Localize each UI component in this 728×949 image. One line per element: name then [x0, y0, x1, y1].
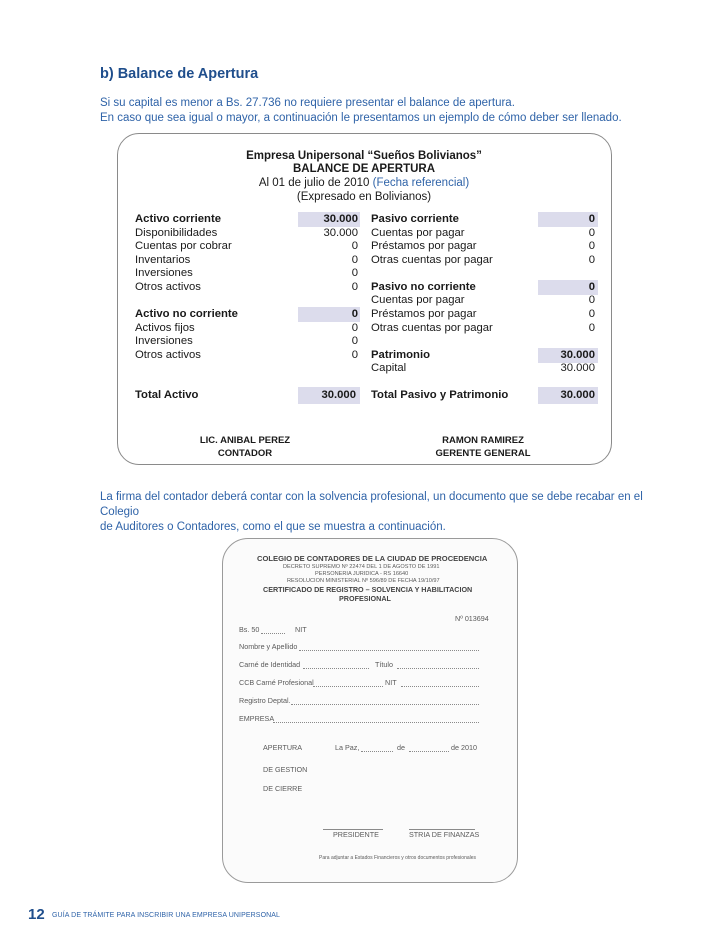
- cert-apertura: APERTURA: [263, 743, 303, 752]
- signature-name: LIC. ANIBAL PEREZ: [199, 435, 291, 446]
- right-value: 0: [588, 240, 595, 252]
- right-label: Cuentas por pagar: [371, 294, 465, 306]
- intro-line-2: En caso que sea igual o mayor, a continuación le presentamos un ejemplo de cómo deber ser llenado.: [100, 112, 622, 124]
- section-heading: b) Balance de Apertura: [100, 66, 259, 82]
- signature-role: GERENTE GENERAL: [435, 448, 531, 459]
- cert-nombre: Nombre y Apellido: [239, 642, 298, 651]
- right-value: 0: [588, 227, 595, 239]
- total-activo-label: Total Activo: [135, 389, 199, 401]
- left-value: 30.000: [323, 213, 358, 225]
- left-label: Inversiones: [135, 335, 193, 347]
- cert-nit: NIT: [385, 678, 397, 687]
- cert-cierre: DE CIERRE: [263, 784, 303, 793]
- page-number: 12: [28, 906, 45, 923]
- cert-titulo: Título: [375, 660, 393, 669]
- cert-resolucion: RESOLUCION MINISTERIAL Nº 596/89 DE FECHA 19/10/97: [287, 578, 440, 584]
- company-name: Empresa Unipersonal “Sueños Bolivianos”: [246, 150, 482, 162]
- right-value: 0: [588, 281, 595, 293]
- cert-gestion: DE GESTION: [263, 765, 308, 774]
- right-label: Otras cuentas por pagar: [371, 322, 493, 334]
- signature-name: RAMON RAMIREZ: [442, 435, 524, 446]
- cert-lapaz: La Paz,: [335, 743, 360, 752]
- balance-currency: (Expresado en Bolivianos): [296, 191, 432, 203]
- total-activo-value: 30.000: [321, 389, 356, 401]
- cert-de: de: [397, 743, 405, 752]
- cert-presidente: PRESIDENTE: [333, 830, 379, 839]
- right-value: 0: [588, 213, 595, 225]
- right-value: 0: [588, 308, 595, 320]
- intro-text: [100, 96, 622, 126]
- para-line-2: de Auditores o Contadores, como el que se muestra a continuación.: [100, 521, 446, 533]
- cert-footnote: Para adjuntar a Estados Financieros y otros documentos profesionales: [319, 855, 477, 861]
- right-label: Pasivo corriente: [371, 213, 459, 225]
- right-value: 0: [588, 294, 595, 306]
- cert-line: [273, 722, 479, 723]
- right-label: Otras cuentas por pagar: [371, 254, 493, 266]
- cert-title-2: PROFESIONAL: [339, 594, 391, 603]
- left-value: 30.000: [323, 227, 358, 239]
- cert-line: [401, 686, 479, 687]
- left-label: Activo corriente: [135, 213, 222, 225]
- signature-role: CONTADOR: [217, 448, 273, 459]
- left-label: Inversiones: [135, 267, 193, 279]
- footer-text: GUÍA DE TRÁMITE PARA INSCRIBIR UNA EMPRESA UNIPERSONAL: [52, 912, 281, 919]
- right-label: Préstamos por pagar: [371, 240, 477, 252]
- left-label: Activos fijos: [135, 322, 195, 334]
- left-label: Inventarios: [135, 254, 191, 266]
- signature-gerente: [383, 434, 583, 460]
- right-label: Capital: [371, 362, 407, 374]
- left-value: 0: [351, 322, 358, 334]
- left-value: 0: [351, 281, 358, 293]
- total-pasivo-value: 30.000: [560, 389, 595, 401]
- para-line-1: La firma del contador deberá contar con la solvencia profesional, un documento que se debe recabar en el Colegio: [100, 491, 643, 518]
- left-value: 0: [351, 267, 358, 279]
- left-value: 0: [351, 335, 358, 347]
- left-value: 0: [351, 349, 358, 361]
- balance-date-note: (Fecha referencial): [372, 177, 470, 189]
- cert-personeria: PERSONERIA JURIDICA - RS 16640: [315, 571, 409, 577]
- cert-ccb: CCB Carné Profesional: [239, 678, 314, 687]
- cert-empresa: EMPRESA: [239, 714, 275, 723]
- right-value: 30.000: [560, 349, 595, 361]
- intro-line-1: Si su capital es menor a Bs. 27.736 no requiere presentar el balance de apertura.: [100, 97, 515, 109]
- balance-title: BALANCE DE APERTURA: [292, 163, 436, 175]
- cert-decree: DECRETO SUPREMO Nº 22474 DEL 1 DE AGOSTO DE 1991: [283, 564, 440, 570]
- cert-year: de 2010: [451, 743, 477, 752]
- cert-line: [291, 704, 479, 705]
- signature-contador: [145, 434, 345, 460]
- cert-title-1: CERTIFICADO DE REGISTRO – SOLVENCIA Y HABILITACION: [263, 585, 473, 594]
- right-label: Patrimonio: [371, 349, 430, 361]
- right-label: Cuentas por pagar: [371, 227, 465, 239]
- certificate-image: [222, 538, 518, 883]
- cert-finanzas: STRIA DE FINANZAS: [409, 830, 480, 839]
- balance-date-line: [0, 177, 728, 189]
- cert-bs: Bs. 50: [239, 625, 260, 634]
- total-pasivo-label: Total Pasivo y Patrimonio: [371, 389, 509, 401]
- right-value: 0: [588, 322, 595, 334]
- cert-carnet: Carné de Identidad: [239, 660, 301, 669]
- left-value: 0: [351, 308, 358, 320]
- left-value: 0: [351, 254, 358, 266]
- solvency-paragraph: [100, 490, 660, 535]
- left-label: Cuentas por cobrar: [135, 240, 232, 252]
- left-label: Activo no corriente: [135, 308, 238, 320]
- right-value: 30.000: [560, 362, 595, 374]
- left-label: Otros activos: [135, 349, 201, 361]
- cert-line: [261, 633, 285, 634]
- cert-line: [299, 650, 479, 651]
- cert-org: COLEGIO DE CONTADORES DE LA CIUDAD DE PROCEDENCIA: [257, 554, 488, 563]
- cert-number: Nº 013694: [455, 614, 489, 623]
- cert-line: [397, 668, 479, 669]
- cert-line: [303, 668, 369, 669]
- cert-registro: Registro Deptal.: [239, 696, 291, 705]
- left-label: Disponibilidades: [135, 227, 218, 239]
- left-value: 0: [351, 240, 358, 252]
- left-label: Otros activos: [135, 281, 201, 293]
- right-value: 0: [588, 254, 595, 266]
- cert-line: [313, 686, 383, 687]
- balance-date: Al 01 de julio de 2010: [258, 177, 370, 189]
- right-label: Pasivo no corriente: [371, 281, 476, 293]
- right-label: Préstamos por pagar: [371, 308, 477, 320]
- cert-line: [361, 751, 393, 752]
- cert-line: [409, 751, 449, 752]
- cert-nit-top: NIT: [295, 625, 307, 634]
